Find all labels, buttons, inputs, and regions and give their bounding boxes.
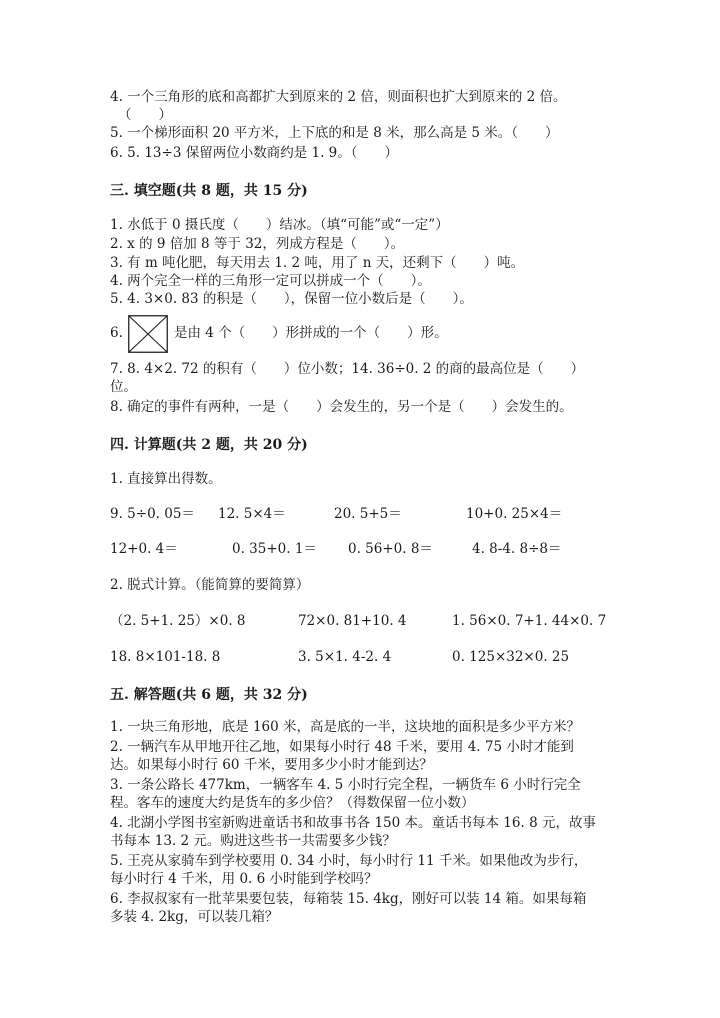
solve-line: 2. 一辆汽车从甲地开往乙地，如果每小时行 48 千米，要用 4. 75 小时才能到 <box>110 739 574 755</box>
calc-item: 12. 5×4＝ <box>218 506 286 522</box>
calc-sub2: 2. 脱式计算。（能简算的要简算） <box>110 577 310 593</box>
solve-line: 4. 北湖小学图书室新购进童话书和故事书各 150 本。童话书每本 16. 8 元，故事 <box>110 815 596 831</box>
solve-line: 1. 一块三角形地，底是 160 米，高是底的一半，这块地的面积是多少平方米？ <box>110 719 581 735</box>
fill-q5: 5. 4. 3×0. 83 的积是（ ），保留一位小数后是（ ）。 <box>110 291 473 307</box>
judge-q4-line1: 4. 一个三角形的底和高都扩大到原来的 2 倍，则面积也扩大到原来的 2 倍。 <box>110 89 567 105</box>
solve-line: 5. 王亮从家骑车到学校要用 0. 34 小时，每小时行 11 千米。如果他改为步行， <box>110 853 588 869</box>
fill-q2: 2. x 的 9 倍加 8 等于 32，列成方程是（ ）。 <box>110 236 405 252</box>
calc-item: 1. 56×0. 7+1. 44×0. 7 <box>452 613 607 629</box>
solve-line: 程。客车的速度大约是货车的多少倍？（得数保留一位小数） <box>110 795 475 811</box>
calc-item: 4. 8-4. 8÷8＝ <box>472 541 562 557</box>
square-divided-diagram <box>128 315 168 353</box>
solve-line: 每小时行 4 千米，用 0. 6 小时能到学校吗？ <box>110 871 378 887</box>
calc-sub1: 1. 直接算出得数。 <box>110 471 222 487</box>
calc-item: 72×0. 81+10. 4 <box>298 613 407 629</box>
fill-q6-number: 6. <box>110 325 123 341</box>
solve-line: 6. 李叔叔家有一批苹果要包装，每箱装 15. 4kg，刚好可以装 14 箱。如果每箱 <box>110 891 587 907</box>
calc-item: 0. 125×32×0. 25 <box>452 649 570 665</box>
solve-line: 多装 4. 2kg，可以装几箱？ <box>110 909 279 925</box>
fill-section-heading: 三. 填空题(共 8 题，共 15 分) <box>110 183 308 199</box>
calc-section-heading: 四. 计算题(共 2 题，共 20 分) <box>110 437 308 453</box>
judge-q4-line2: （ ） <box>118 107 172 123</box>
solve-section-heading: 五. 解答题(共 6 题，共 32 分) <box>110 687 308 703</box>
calc-item: 10+0. 25×4＝ <box>466 506 563 522</box>
fill-q8: 8. 确定的事件有两种，一是（ ）会发生的，另一个是（ ）会发生的。 <box>110 399 573 415</box>
fill-q3: 3. 有 m 吨化肥，每天用去 1. 2 吨，用了 n 天，还剩下（ ）吨。 <box>110 255 525 271</box>
judge-q6: 6. 5. 13÷3 保留两位小数商约是 1. 9。（ ） <box>110 145 399 161</box>
calc-item: 20. 5+5＝ <box>334 506 402 522</box>
calc-item: 12+0. 4＝ <box>110 541 178 557</box>
fill-q6-text: 是由 4 个（ ）形拼成的一个（ ）形。 <box>174 325 448 341</box>
fill-q4: 4. 两个完全一样的三角形一定可以拼成一个（ ）。 <box>110 273 431 289</box>
solve-line: 达。如果每小时行 60 千米，要用多少小时才能到达？ <box>110 757 433 773</box>
calc-item: 9. 5÷0. 05＝ <box>110 506 195 522</box>
calc-item: 18. 8×101-18. 8 <box>110 649 221 665</box>
calc-item: （2. 5+1. 25）×0. 8 <box>110 613 246 629</box>
solve-line: 3. 一条公路长 477km，一辆客车 4. 5 小时行完全程，一辆货车 6 小时行完全 <box>110 777 581 793</box>
judge-q5: 5. 一个梯形面积 20 平方米，上下底的和是 8 米，那么高是 5 米。（ ） <box>110 125 559 141</box>
fill-q1: 1. 水低于 0 摄氏度（ ）结冰。（填“可能”或“一定”） <box>110 217 449 233</box>
solve-line: 书每本 13. 2 元。购进这些书一共需要多少钱？ <box>110 833 396 849</box>
calc-item: 0. 35+0. 1＝ <box>232 541 317 557</box>
calc-item: 3. 5×1. 4-2. 4 <box>298 649 392 665</box>
fill-q7-line2: 位。 <box>110 379 137 395</box>
fill-q7-line1: 7. 8. 4×2. 72 的积有（ ）位小数；14. 36÷0. 2 的商的最高位是（ ） <box>110 361 585 377</box>
calc-item: 0. 56+0. 8＝ <box>348 541 433 557</box>
